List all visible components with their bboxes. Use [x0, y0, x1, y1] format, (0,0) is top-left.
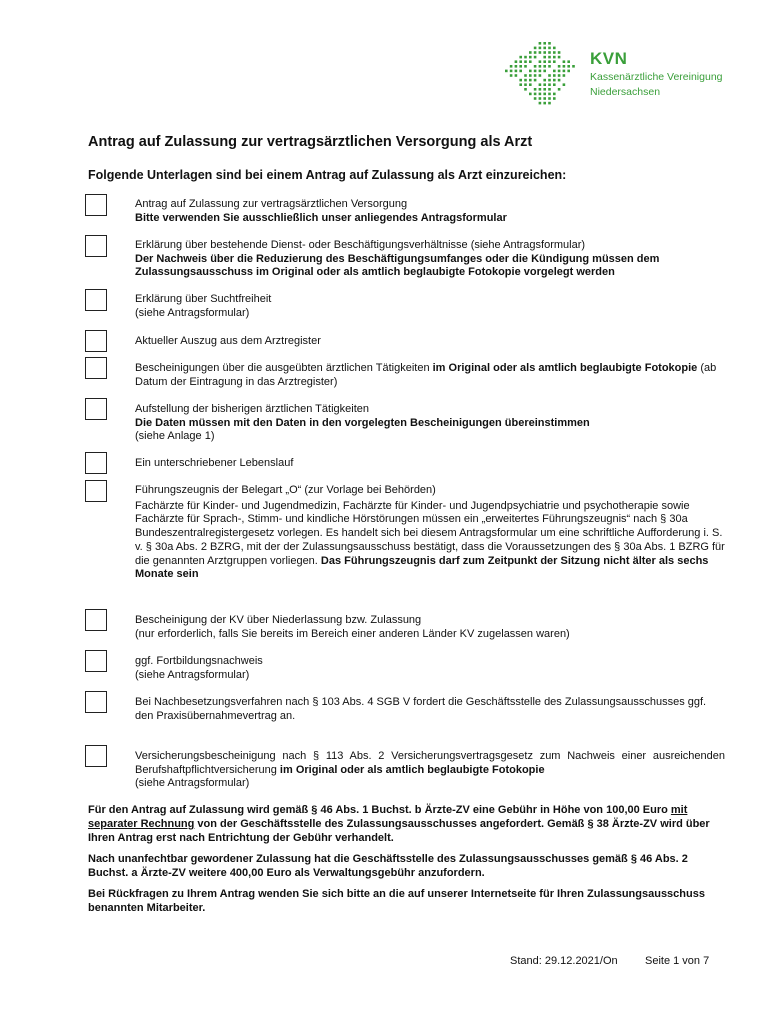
checkbox[interactable] — [85, 235, 107, 257]
fee-text-end: von der Geschäftsstelle des Zulassungsausschusses angefordert. Gemäß § 38 Ärzte-ZV wird über Ihren Antrag erst nach Entrichtung der Gebühr verhandelt. — [88, 818, 710, 844]
contact-text: Bei Rückfragen zu Ihrem Antrag wenden Sie sich bitte an die auf unserer Internetseite für Ihren Zulassungsausschuss benannten Mitarbeiter. — [88, 888, 705, 914]
checklist-item — [85, 235, 725, 280]
item-note: (siehe Antragsformular) — [135, 306, 250, 319]
checkbox[interactable] — [85, 452, 107, 474]
checkbox[interactable] — [85, 357, 107, 379]
item-note: (siehe Antragsformular) — [135, 668, 250, 681]
checkbox[interactable] — [85, 398, 107, 420]
checkbox[interactable] — [85, 330, 107, 352]
item-note: Bitte verwenden Sie ausschließlich unser anliegendes Antragsformular — [135, 211, 507, 224]
logo-line2: Niedersachsen — [590, 86, 661, 99]
item-text: Führungszeugnis der Belegart „O“ (zur Vorlage bei Behörden) — [135, 484, 436, 496]
checkbox[interactable] — [85, 691, 107, 713]
document-subtitle: Folgende Unterlagen sind bei einem Antrag auf Zulassung als Arzt einzureichen: — [88, 168, 567, 182]
item-emphasis: Die Daten müssen mit den Daten in den vorgelegten Bescheinigungen übereinstimmen — [135, 416, 590, 429]
item-emphasis: im Original oder als amtlich beglaubigte Fotokopie — [279, 763, 545, 776]
item-text: Bescheinigungen über die ausgeübten ärztlichen Tätigkeiten — [135, 362, 433, 374]
item-note: (siehe Anlage 1) — [135, 430, 215, 443]
checklist-item — [85, 194, 725, 225]
item-text: Ein unterschriebener Lebenslauf — [135, 457, 294, 469]
checklist-item — [85, 480, 725, 582]
item-text-end: (ab Datum der Eintragung in das Arztregister) — [135, 362, 717, 388]
item-note: (siehe Antragsformular) — [135, 777, 250, 790]
checklist-item — [85, 745, 725, 791]
checklist-item — [85, 452, 725, 471]
logo-name: KVN — [590, 49, 628, 68]
item-text: Bescheinigung der KV über Niederlassung bzw. Zulassung — [135, 614, 422, 626]
contact-notice — [88, 887, 718, 915]
item-text: ggf. Fortbildungsnachweis — [135, 655, 263, 667]
admin-fee-notice — [88, 852, 718, 880]
item-note: Der Nachweis über die Reduzierung des Beschäftigungsumfanges oder die Kündigung müssen dem Zulassungsausschuss im Original oder als amtlich beglaubigte Fotokopie vorgelegt werden — [135, 252, 660, 279]
item-text: Antrag auf Zulassung zur vertragsärztlichen Versorgung — [135, 198, 408, 210]
item-body: Fachärzte für Kinder- und Jugendmedizin, Fachärzte für Kinder- und Jugendpsychiatrie und psychotherapie sowie Fachärzte für Sprach-, Stimm- und kindliche Hörstörungen müssen ein „erweitertes Führungszeugnis“ nach § 30a Bundeszentralregistergesetz vorlegen. Es handelt sich bei diesem Antragsformular um eine schriftliche Aufforderung i. S. v. § 30a Abs. 2 BZRG, mit der der Zulassungsausschuss bestätigt, dass die Voraussetzungen des § 30a Abs. 1 BZRG für die genannten Arztgruppen vorliegen. — [135, 499, 725, 567]
kvn-logo — [505, 42, 725, 107]
document-title: Antrag auf Zulassung zur vertragsärztlichen Versorgung als Arzt — [88, 134, 533, 150]
item-text: Erklärung über Suchtfreiheit — [135, 293, 272, 305]
checklist-item — [85, 691, 725, 723]
item-emphasis: im Original oder als amtlich beglaubigte Fotokopie — [432, 362, 698, 374]
version-date: Stand: 29.12.2021/On — [510, 955, 618, 967]
checklist-item — [85, 357, 725, 389]
checklist-item — [85, 650, 725, 682]
checkbox[interactable] — [85, 480, 107, 502]
logo-line1: Kassenärztliche Vereinigung — [590, 71, 723, 83]
checkbox[interactable] — [85, 650, 107, 672]
item-text: Erklärung über bestehende Dienst- oder Beschäftigungsverhältnisse (siehe Antragsformular) — [135, 239, 586, 251]
checkbox[interactable] — [85, 194, 107, 216]
checkbox[interactable] — [85, 745, 107, 767]
lower-saxony-map-icon — [505, 42, 577, 106]
checkbox[interactable] — [85, 289, 107, 311]
item-text: Versicherungsbescheinigung nach § 113 Abs. 2 Versicherungsvertragsgesetz zum Nachweis einer ausreichenden Berufshaftpflichtversicherung — [135, 750, 725, 776]
checklist-item — [85, 398, 725, 444]
checklist-item — [85, 289, 725, 320]
admin-fee-text: Nach unanfechtbar gewordener Zulassung hat die Geschäftsstelle des Zulassungsausschusses gemäß § 46 Abs. 2 Buchst. a Ärzte-ZV weitere 400,00 Euro als Verwaltungsgebühr anzufordern. — [88, 853, 688, 879]
checkbox[interactable] — [85, 609, 107, 631]
item-text: Aktueller Auszug aus dem Arztregister — [135, 335, 321, 347]
fee-notice — [88, 803, 718, 845]
item-note: (nur erforderlich, falls Sie bereits im Bereich einer anderen Länder KV zugelassen waren) — [135, 627, 570, 640]
item-text: Aufstellung der bisherigen ärztlichen Tätigkeiten — [135, 403, 369, 415]
item-text: Bei Nachbesetzungsverfahren nach § 103 Abs. 4 SGB V fordert die Geschäftsstelle des Zulassungsausschusses ggf. den Praxisübernahmevertrag an. — [135, 696, 707, 722]
checklist-item — [85, 330, 725, 349]
checklist-item — [85, 609, 725, 641]
fee-text: Für den Antrag auf Zulassung wird gemäß § 46 Abs. 1 Buchst. b Ärzte-ZV eine Gebühr in Höhe von 100,00 Euro — [88, 804, 671, 816]
fee-separate-invoice: mit separater Rechnung — [88, 804, 688, 830]
page-number: Seite 1 von 7 — [645, 955, 710, 967]
item-emphasis: Das Führungszeugnis darf zum Zeitpunkt der Sitzung nicht älter als sechs Monate sein — [135, 554, 709, 581]
